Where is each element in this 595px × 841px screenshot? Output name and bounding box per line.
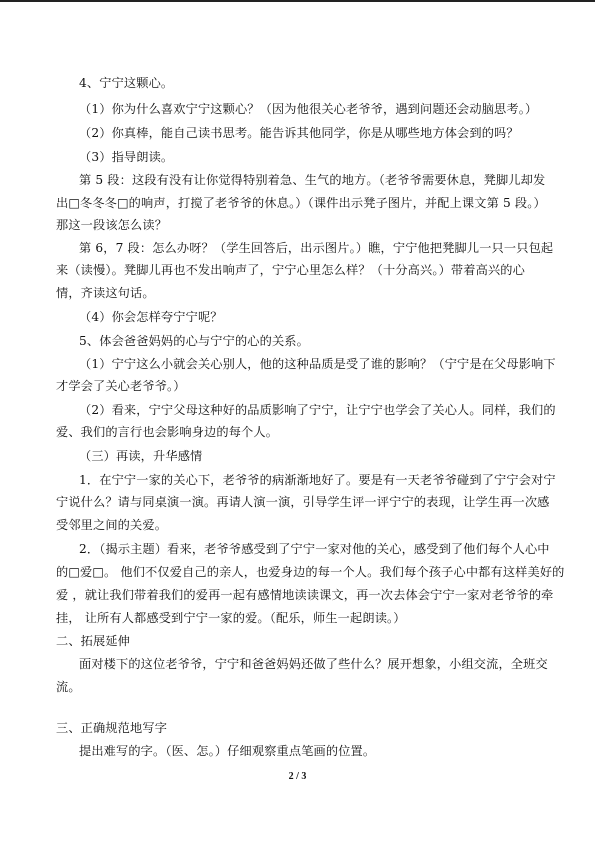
section-heading: 二、拓展延伸: [56, 634, 131, 648]
text-line: （1）你为什么喜欢宁宁这颗心？（因为他很关心老爷爷，遇到问题还会动脑思考。）: [79, 102, 538, 116]
text-line: 来（读慢）。凳脚儿再也不发出响声了，宁宁心里怎么样？（十分高兴。）带着高兴的心: [56, 263, 525, 277]
item-4-heading: 4、宁宁这颗心。: [79, 76, 174, 90]
text-line: 才学会了关心老爷爷。）: [56, 379, 186, 393]
text-line: 提出难写的字。（医、怎。）仔细观察重点笔画的位置。: [79, 744, 376, 758]
text-line: 挂， 让所有人都感受到宁宁一家的爱。（配乐，师生一起朗读。）: [56, 611, 406, 625]
text-line: 第 6，7 段：怎么办呀？（学生回答后，出示图片。）瞧，宁宁他把凳脚儿一只一只包起: [79, 241, 554, 255]
text-line: 2．（揭示主题）看来，老爷爷感受到了宁宁一家对他的关心，感受到了他们每个人心中: [79, 542, 550, 556]
text-line: 情，齐读这句话。: [56, 286, 155, 300]
text-line: 受邻里之间的关爱。: [56, 518, 168, 532]
text-line: 爱 ，就让我们带着我们的爱再一起有感情地读读课文，再一次去体会宁宁一家对老爷爷的牵: [56, 588, 554, 602]
text-line: 的□爱□。 他们不仅爱自己的亲人，也爱身边的每一个人。我们每个孩子心中都有这样美好的: [56, 565, 565, 579]
text-line: 出□冬冬冬□的响声，打搅了老爷爷的休息。）（课件出示凳子图片，并配上课文第 5 段。）: [56, 196, 546, 210]
text-line: 爱、我们的言行也会影响身边的每个人。: [56, 425, 279, 439]
text-line: 流。: [56, 680, 81, 694]
text-line: 宁说什么？请与同桌演一演。再请人演一演，引导学生评一评宁宁的表现，让学生再一次感: [56, 495, 550, 509]
text-line: （4）你会怎样夸宁宁呢？: [79, 310, 223, 324]
page-top-border: [0, 0, 595, 2]
section-heading: （三）再读，升华感情: [79, 449, 203, 463]
text-line: 面对楼下的这位老爷爷，宁宁和爸爸妈妈还做了些什么？展开想象，小组交流，全班交: [79, 657, 548, 671]
text-line: （2）看来，宁宁父母这种好的品质影响了宁宁，让宁宁也学会了关心人。同样，我们的: [79, 403, 556, 417]
text-line: （3）指导朗读。: [79, 150, 174, 164]
section-heading: 三、正确规范地写字: [56, 721, 168, 735]
text-line: 那这一段该怎么读？: [56, 218, 168, 232]
text-line: （2）你真棒，能自己读书思考。能告诉其他同学，你是从哪些地方体会到的吗？: [79, 126, 519, 140]
text-line: 第 5 段：这段有没有让你觉得特别着急、生气的地方。（老爷爷需要休息，凳脚儿却发: [79, 173, 546, 187]
text-line: 1．在宁宁一家的关心下，老爷爷的病渐渐地好了。要是有一天老爷爷碰到了宁宁会对宁: [79, 473, 556, 487]
page-number: 2 / 3: [288, 771, 307, 782]
text-line: （1）宁宁这么小就会关心别人，他的这种品质是受了谁的影响？（宁宁是在父母影响下: [79, 357, 556, 371]
item-5-heading: 5、体会爸爸妈妈的心与宁宁的心的关系。: [79, 334, 309, 348]
